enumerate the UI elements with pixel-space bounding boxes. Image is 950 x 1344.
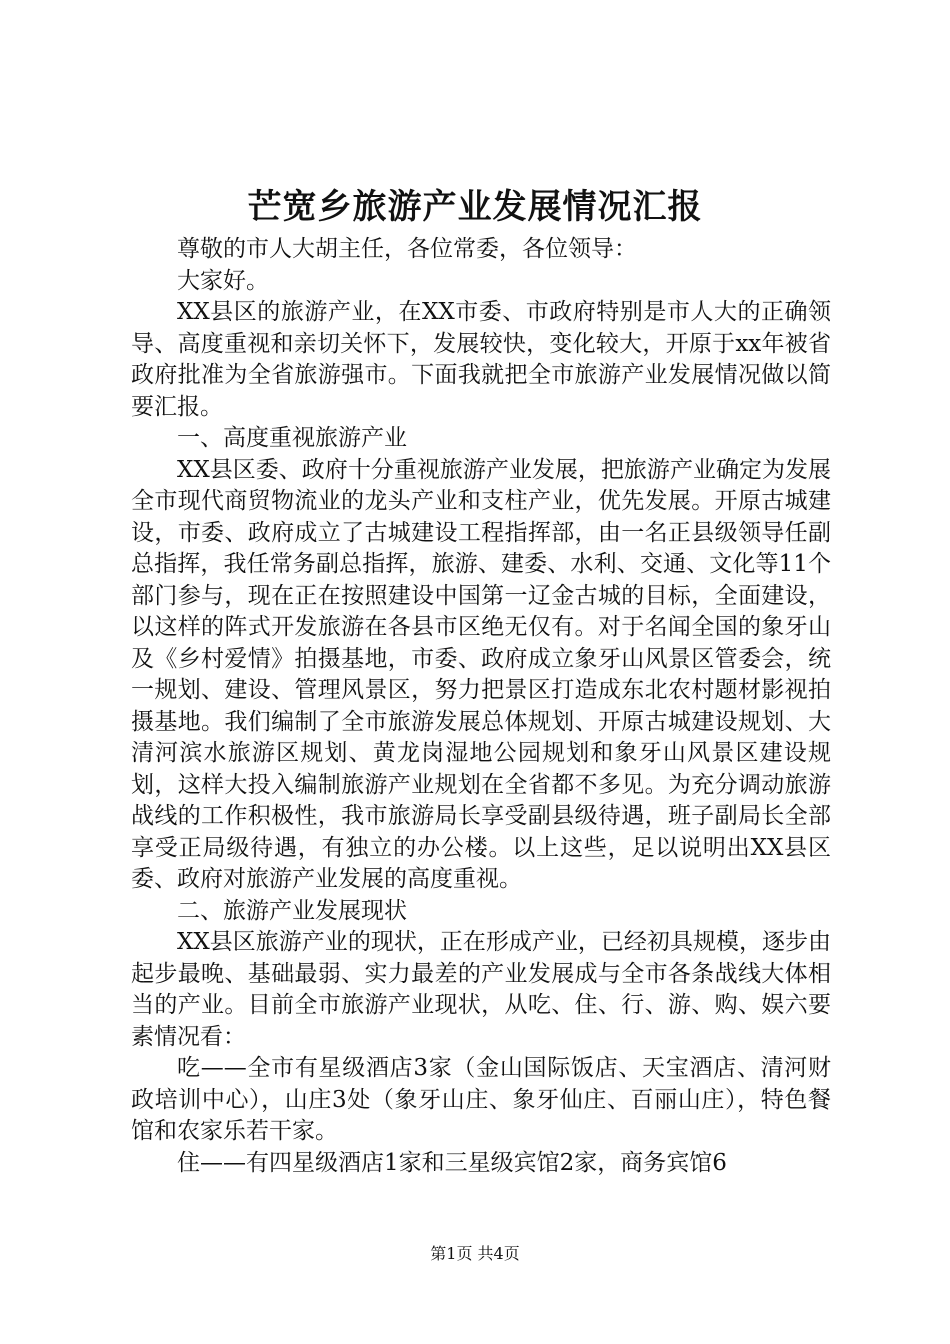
salutation: 尊敬的市人大胡主任，各位常委，各位领导： [177,236,637,262]
greeting: 大家好。 [177,267,269,294]
food-paragraph: 吃——全市有星级酒店3家（金山国际饭店、天宝酒店、清河财政培训中心），山庄3处（象牙山庄、象牙仙庄、百丽山庄），特色餐馆和农家乐若干家。 [131,1055,831,1144]
intro-paragraph: XX县区的旅游产业，在XX市委、市政府特别是市人大的正确领导、高度重视和亲切关怀下，发展较快，变化较大，开原于xx年被省政府批准为全省旅游强市。下面我就把全市旅游产业发展情况做以简要汇报。 [131,299,831,420]
page-footer: 第1页 共4页 [430,1244,520,1263]
document-title: 芒宽乡旅游产业发展情况汇报 [247,187,703,227]
section-1-paragraph: XX县区委、政府十分重视旅游产业发展，把旅游产业确定为发展全市现代商贸物流业的龙头产业和支柱产业，优先发展。开原古城建设，市委、政府成立了古城建设工程指挥部，由一名正县级领导任副总指挥，我任常务副总指挥，旅游、建委、水利、交通、文化等11个部门参与，现在正在按照建设中国第一辽金古城的目标，全面建设，以这样的阵式开发旅游在各县市区绝无仅有。对于名闻全国的象牙山及《乡村爱情》拍摄基地，市委、政府成立象牙山风景区管委会，统一规划、建设、管理风景区，努力把景区打造成东北农村题材影视拍摄基地。我们编制了全市旅游发展总体规划、开原古城建设规划、大清河滨水旅游区规划、黄龙岗湿地公园规划和象牙山风景区建设规划，这样大投入编制旅游产业规划在全省都不多见。为充分调动旅游战线的工作积极性，我市旅游局长享受副县级待遇，班子副局长全部享受正局级待遇，有独立的办公楼。以上这些，足以说明出XX县区委、政府对旅游产业发展的高度重视。 [131,456,831,892]
section-heading-2: 二、旅游产业发展现状 [177,897,407,924]
document-body [131,234,831,1179]
lodging-paragraph: 住——有四星级酒店1家和三星级宾馆2家，商务宾馆6 [177,1149,727,1176]
section-heading-1: 一、高度重视旅游产业 [177,425,407,451]
section-2-paragraph: XX县区旅游产业的现状，正在形成产业，已经初具规模，逐步由起步最晚、基础最弱、实力最差的产业发展成与全市各条战线大体相当的产业。目前全市旅游产业现状，从吃、住、行、游、购、娱六要素情况看： [131,929,831,1050]
